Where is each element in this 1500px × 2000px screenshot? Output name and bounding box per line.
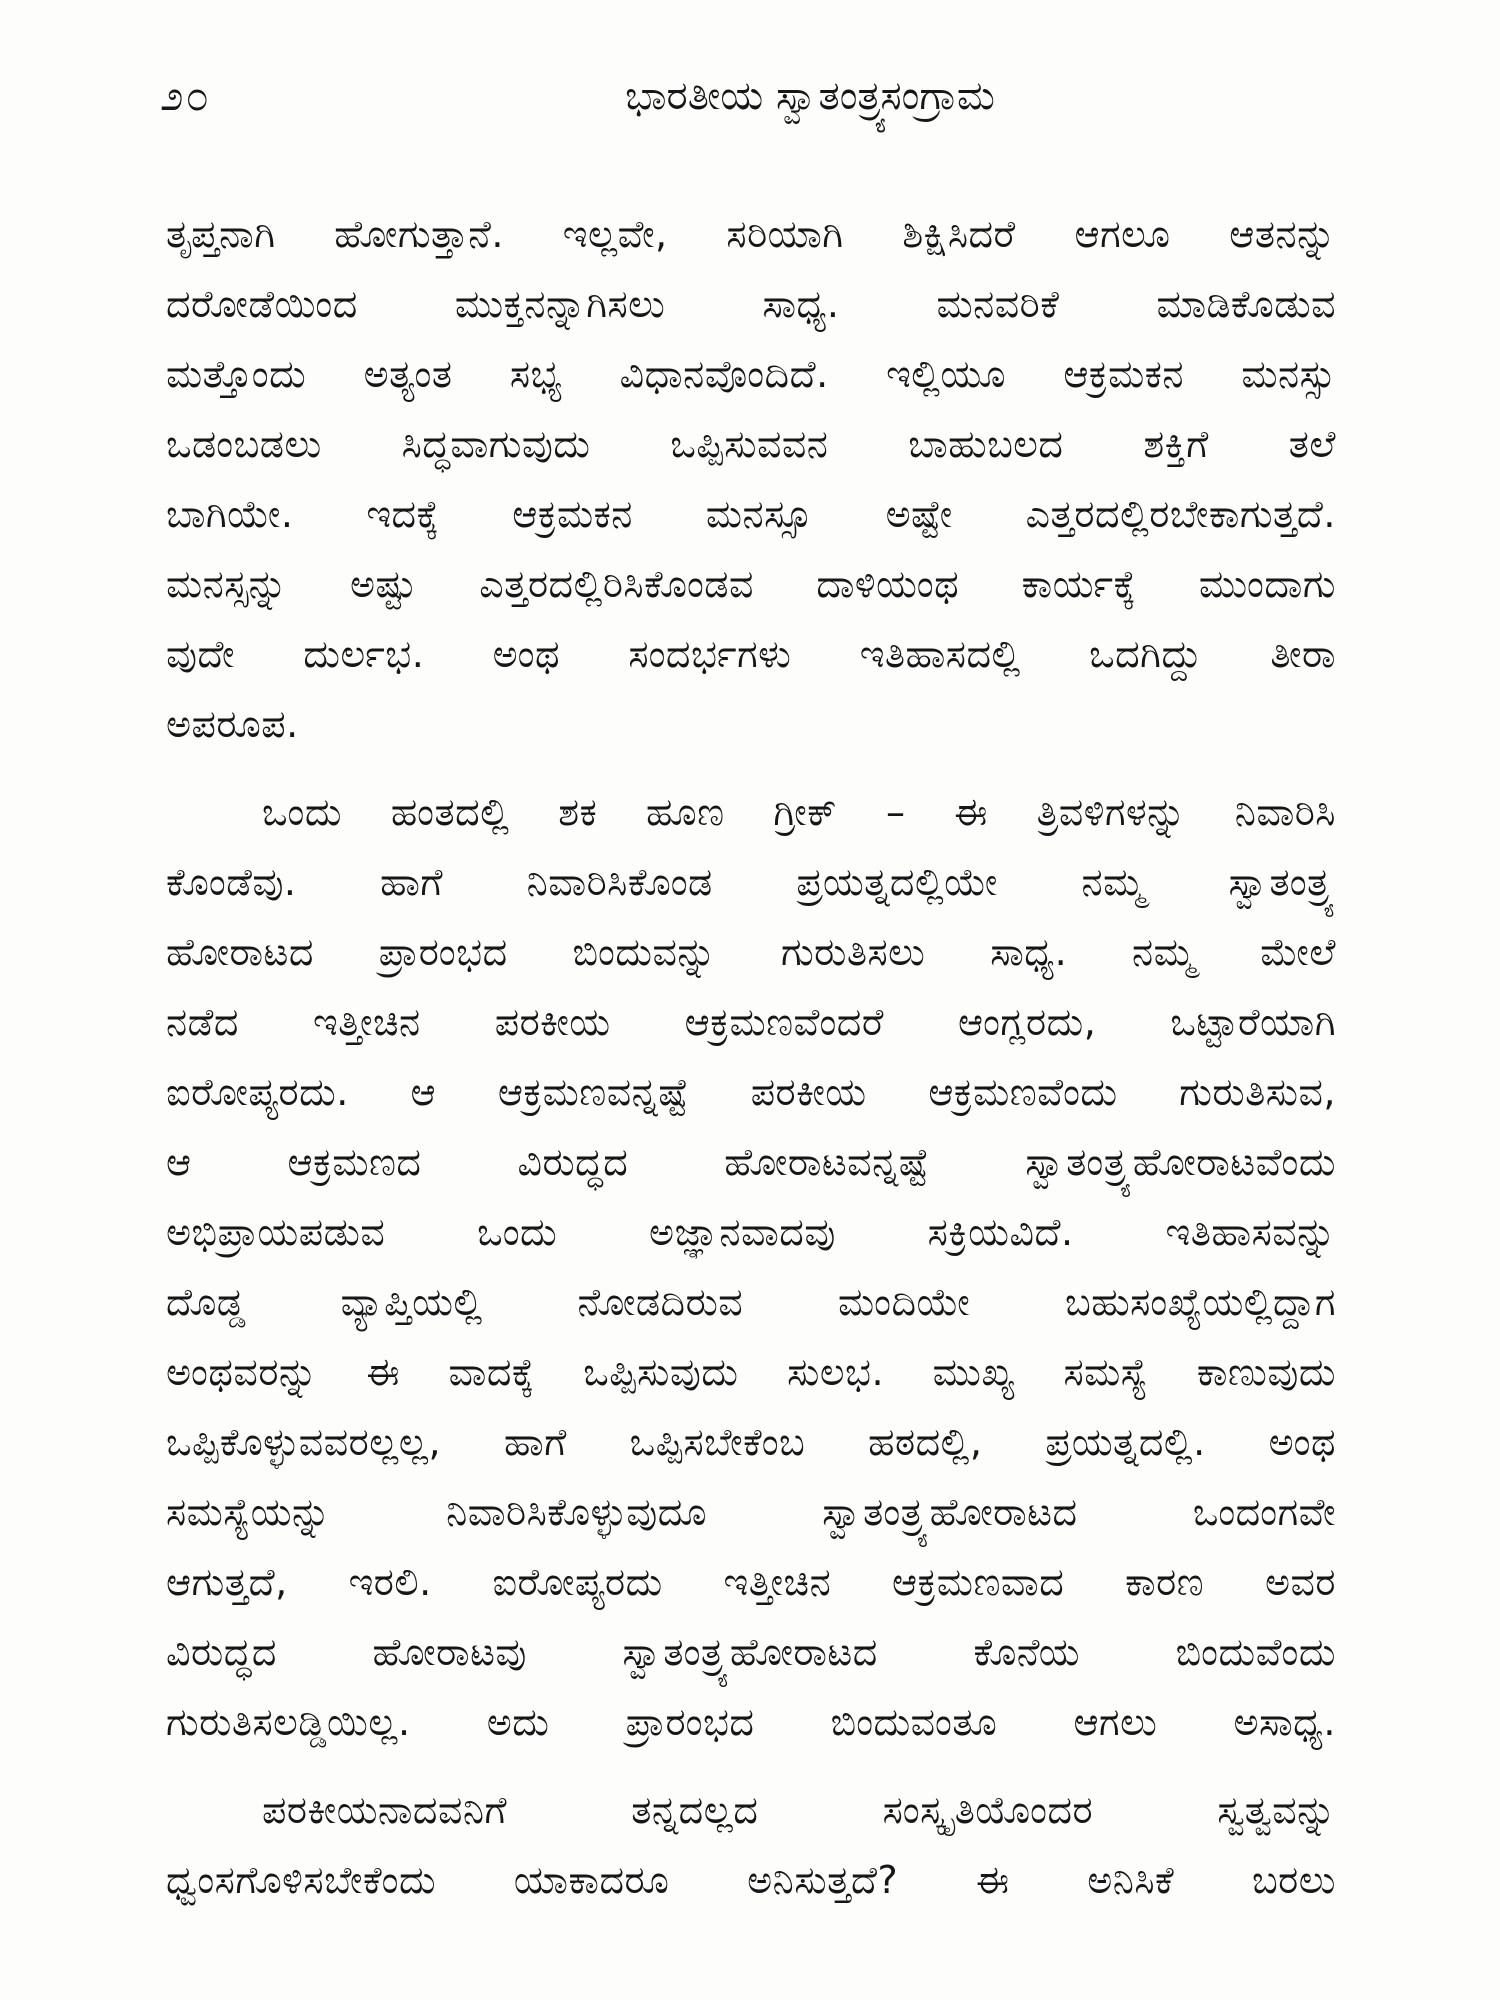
text-line: ನಡೆದ ಇತ್ತೀಚಿನ ಪರಕೀಯ ಆಕ್ರಮಣವೆಂದರೆ ಆಂಗ್ಲರದು, ಒಟ್ಟಾರೆಯಾಗಿ <box>166 1000 1336 1044</box>
running-header <box>160 66 1340 126</box>
text-line: ಅಭಿಪ್ರಾಯಪಡುವ ಒಂದು ಅಜ್ಞಾನವಾದವು ಸಕ್ರಿಯವಿದೆ. ಇತಿಹಾಸವನ್ನು <box>166 1210 1336 1254</box>
text-line: ಗುರುತಿಸಲಡ್ಡಿಯಿಲ್ಲ. ಅದು ಪ್ರಾರಂಭದ ಬಿಂದುವಂತೂ ಆಗಲು ಅಸಾಧ್ಯ. <box>166 1700 1336 1744</box>
paragraph-3 <box>166 1775 1336 1915</box>
text-line: ಕೊಂಡೆವು. ಹಾಗೆ ನಿವಾರಿಸಿಕೊಂಡ ಪ್ರಯತ್ನದಲ್ಲಿಯೇ ನಮ್ಮ ಸ್ವಾತಂತ್ರ್ಯ <box>166 860 1336 904</box>
text-line: ಐರೋಪ್ಯರದು. ಆ ಆಕ್ರಮಣವನ್ನಷ್ಟೆ ಪರಕೀಯ ಆಕ್ರಮಣವೆಂದು ಗುರುತಿಸುವ, <box>166 1070 1336 1114</box>
text-line: ಒಂದು ಹಂತದಲ್ಲಿ ಶಕ ಹೂಣ ಗ್ರೀಕ್ – ಈ ತ್ರಿವಳಿಗಳನ್ನು ನಿವಾರಿಸಿ <box>262 790 1336 834</box>
text-line: ಧ್ವಂಸಗೊಳಿಸಬೇಕೆಂದು ಯಾಕಾದರೂ ಅನಿಸುತ್ತದೆ? ಈ ಅನಿಸಿಕೆ ಬರಲು <box>166 1858 1336 1902</box>
body-text <box>166 199 1336 1933</box>
text-line: ಮನಸ್ಸನ್ನು ಅಷ್ಟು ಎತ್ತರದಲ್ಲಿರಿಸಿಕೊಂಡವ ದಾಳಿಯಂಥ ಕಾರ್ಯಕ್ಕೆ ಮುಂದಾಗು <box>166 562 1336 606</box>
text-line: ಆಗುತ್ತದೆ, ಇರಲಿ. ಐರೋಪ್ಯರದು ಇತ್ತೀಚಿನ ಆಕ್ರಮಣವಾದ ಕಾರಣ ಅವರ <box>166 1560 1336 1604</box>
text-line: ಅಂಥವರನ್ನು ಈ ವಾದಕ್ಕೆ ಒಪ್ಪಿಸುವುದು ಸುಲಭ. ಮುಖ್ಯ ಸಮಸ್ಯೆ ಕಾಣುವುದು <box>166 1350 1336 1394</box>
text-line: ಹೋರಾಟದ ಪ್ರಾರಂಭದ ಬಿಂದುವನ್ನು ಗುರುತಿಸಲು ಸಾಧ್ಯ. ನಮ್ಮ ಮೇಲೆ <box>166 930 1336 974</box>
text-line: ಪರಕೀಯನಾದವನಿಗೆ ತನ್ನದಲ್ಲದ ಸಂಸ್ಕೃತಿಯೊಂದರ ಸ್ವತ್ವವನ್ನು <box>262 1788 1336 1832</box>
text-line: ದರೋಡೆಯಿಂದ ಮುಕ್ತನನ್ನಾಗಿಸಲು ಸಾಧ್ಯ. ಮನವರಿಕೆ ಮಾಡಿಕೊಡುವ <box>166 282 1336 326</box>
text-line: ಬಾಗಿಯೇ. ಇದಕ್ಕೆ ಆಕ್ರಮಕನ ಮನಸ್ಸೂ ಅಷ್ಟೇ ಎತ್ತರದಲ್ಲಿರಬೇಕಾಗುತ್ತದೆ. <box>166 492 1336 536</box>
page-number: ೨೦ <box>160 71 212 120</box>
text-line: ಆ ಆಕ್ರಮಣದ ವಿರುದ್ಧದ ಹೋರಾಟವನ್ನಷ್ಟೆ ಸ್ವಾತಂತ್ರ್ಯಹೋರಾಟವೆಂದು <box>166 1140 1336 1184</box>
paragraph-1 <box>166 199 1336 759</box>
text-line: ವಿರುದ್ಧದ ಹೋರಾಟವು ಸ್ವಾತಂತ್ರ್ಯಹೋರಾಟದ ಕೊನೆಯ ಬಿಂದುವೆಂದು <box>166 1630 1336 1674</box>
text-line: ವುದೇ ದುರ್ಲಭ. ಅಂಥ ಸಂದರ್ಭಗಳು ಇತಿಹಾಸದಲ್ಲಿ ಒದಗಿದ್ದು ತೀರಾ <box>166 632 1336 676</box>
running-title: ಭಾರತೀಯ ಸ್ವಾತಂತ್ರ್ಯಸಂಗ್ರಾಮ <box>625 73 995 119</box>
text-line: ತೃಪ್ತನಾಗಿ ಹೋಗುತ್ತಾನೆ. ಇಲ್ಲವೇ, ಸರಿಯಾಗಿ ಶಿಕ್ಷಿಸಿದರೆ ಆಗಲೂ ಆತನನ್ನು <box>166 212 1336 256</box>
text-line: ಮತ್ತೊಂದು ಅತ್ಯಂತ ಸಭ್ಯ ವಿಧಾನವೊಂದಿದೆ. ಇಲ್ಲಿಯೂ ಆಕ್ರಮಕನ ಮನಸ್ಸು <box>166 352 1336 396</box>
text-line: ಒಡಂಬಡಲು ಸಿದ್ಧವಾಗುವುದು ಒಪ್ಪಿಸುವವನ ಬಾಹುಬಲದ ಶಕ್ತಿಗೆ ತಲೆ <box>166 422 1336 466</box>
paragraph-2 <box>166 777 1336 1757</box>
text-line: ಅಪರೂಪ. <box>166 702 299 746</box>
text-line: ಸಮಸ್ಯೆಯನ್ನು ನಿವಾರಿಸಿಕೊಳ್ಳುವುದೂ ಸ್ವಾತಂತ್ರ್ಯಹೋರಾಟದ ಒಂದಂಗವೇ <box>166 1490 1336 1534</box>
text-line: ದೊಡ್ಡ ವ್ಯಾಪ್ತಿಯಲ್ಲಿ ನೋಡದಿರುವ ಮಂದಿಯೇ ಬಹುಸಂಖ್ಯೆಯಲ್ಲಿದ್ದಾಗ <box>166 1280 1336 1324</box>
text-line: ಒಪ್ಪಿಕೊಳ್ಳುವವರಲ್ಲಲ್ಲ, ಹಾಗೆ ಒಪ್ಪಿಸಬೇಕೆಂಬ ಹಠದಲ್ಲಿ, ಪ್ರಯತ್ನದಲ್ಲಿ. ಅಂಥ <box>166 1420 1336 1464</box>
